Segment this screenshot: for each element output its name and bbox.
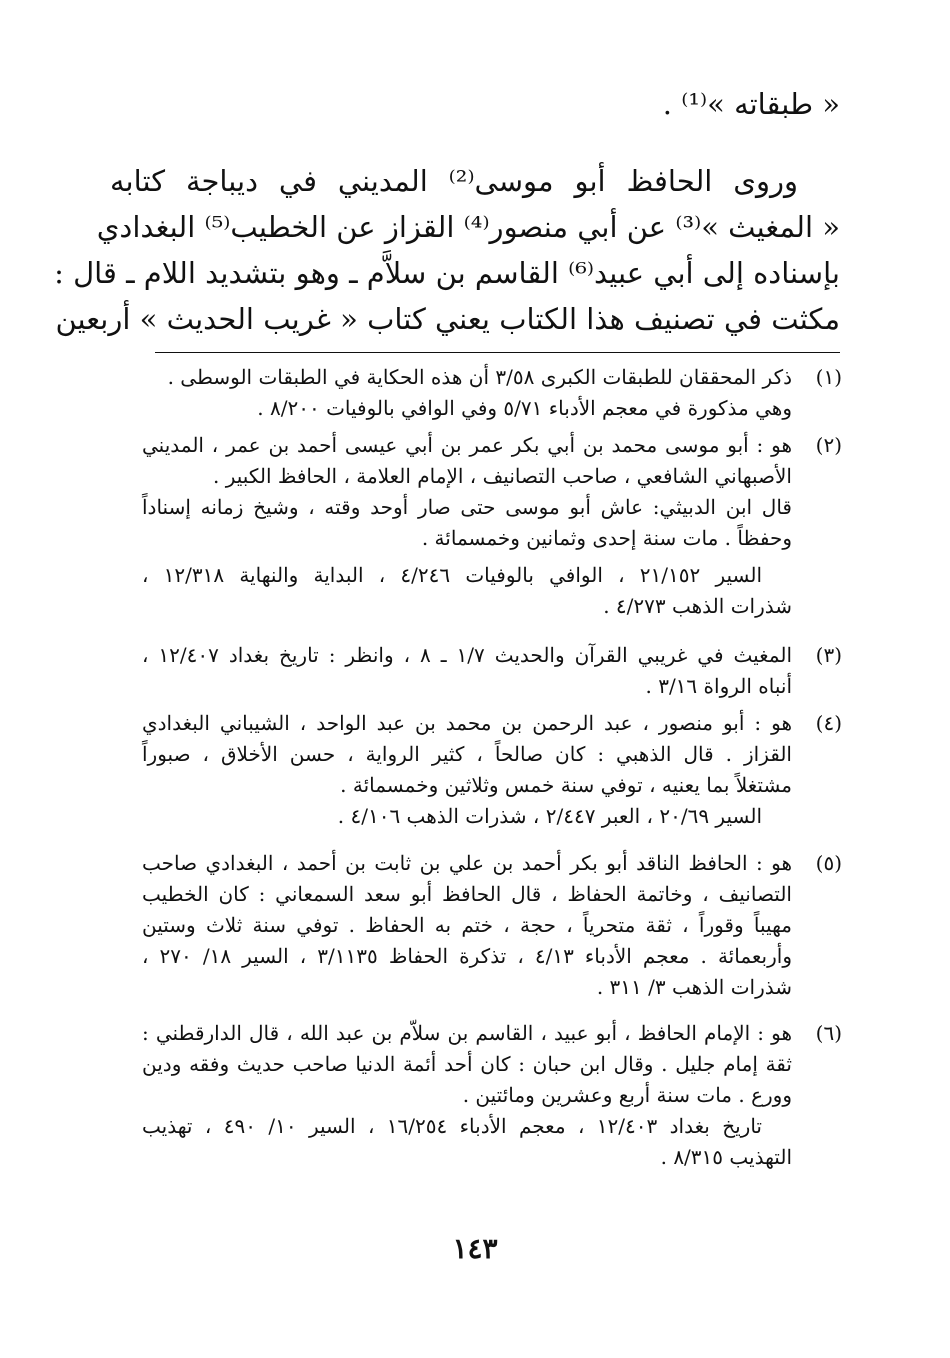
footnote-number: (٦) bbox=[815, 1021, 842, 1045]
footnote-number: (٤) bbox=[815, 711, 842, 735]
footnote-3 bbox=[142, 640, 842, 702]
footnote-line: هو : أبو موسى محمد بن أبي بكر عمر بن أبي عيسى أحمد بن عمر ، المديني bbox=[142, 433, 792, 457]
footnote-5 bbox=[142, 848, 842, 1003]
footnote-line: تاريخ بغداد ١٢/٤٠٣ ، معجم الأدباء ١٦/٢٥٤ ، السير ١٠/ ٤٩٠ ، تهذيب bbox=[142, 1114, 763, 1138]
main-text-line: بإسناده إلى أبي عبيد⁽⁶⁾ القاسم بن سلاَّم ـ وهو بتشديد اللام ـ قال : bbox=[54, 256, 840, 290]
footnote-line: الأصبهاني الشافعي ، صاحب التصانيف ، الإمام العلامة ، الحافظ الكبير . bbox=[213, 464, 792, 488]
footnote-line: القزاز . قال الذهبي : كان صالحاً ، كثير الرواية ، حسن الأخلاق ، صبوراً bbox=[142, 742, 792, 766]
footnote-1 bbox=[142, 362, 842, 424]
page-number: ١٤٣ bbox=[452, 1232, 498, 1265]
footnote-line: وحفظاً . مات سنة إحدى وثمانين وخمسمائة . bbox=[421, 526, 792, 550]
footnote-line: ذكر المحققان للطبقات الكبرى ٣/٥٨ أن هذه الحكاية في الطبقات الوسطى . bbox=[167, 365, 792, 389]
footnote-2 bbox=[142, 430, 842, 622]
footnote-6 bbox=[142, 1018, 842, 1173]
footnote-line: وأربعمائة . معجم الأدباء ٤/١٣ ، تذكرة الحفاظ ٣/١١٣٥ ، السير ١٨/ ٢٧٠ ، bbox=[142, 944, 792, 968]
footnote-line: السير ٢١/١٥٢ ، الوافي بالوفيات ٤/٢٤٦ ، البداية والنهاية ١٢/٣١٨ ، bbox=[142, 563, 763, 587]
footnote-line: هو : الحافظ الناقد أبو بكر أحمد بن علي بن ثابت بن أحمد ، البغدادي صاحب bbox=[142, 851, 792, 875]
footnote-line: شذرات الذهب ٣/ ٣١١ . bbox=[596, 975, 792, 999]
footnote-line: شذرات الذهب ٤/٢٧٣ . bbox=[603, 594, 792, 618]
footnote-line: ثقة إمام جليل . وقال ابن حبان : كان أحد أئمة الدنيا صاحب حديث وفقه ودين bbox=[142, 1052, 792, 1076]
footnote-line: مهيباً وقوراً ، ثقة متحرياً ، حجة ، ختم به الحفاظ . توفي سنة ثلاث وستين bbox=[142, 913, 792, 937]
main-text-line: « المغيث »⁽³⁾ عن أبي منصور⁽⁴⁾ القزاز عن الخطيب⁽⁵⁾ البغدادي bbox=[96, 210, 840, 244]
footnote-number: (٣) bbox=[815, 643, 842, 667]
footnote-line: المغيث في غريبي القرآن والحديث ١/٧ ـ ٨ ، وانظر : تاريخ بغداد ١٢/٤٠٧ ، bbox=[142, 643, 793, 667]
main-text-line: وروى الحافظ أبو موسى⁽²⁾ المديني في ديباجة كتابه bbox=[110, 164, 798, 198]
footnote-number: (١) bbox=[815, 365, 842, 389]
footnote-number: (٥) bbox=[815, 851, 842, 875]
footnote-line: أنباه الرواة ٣/١٦ . bbox=[645, 674, 792, 698]
footnote-line: هو : الإمام الحافظ ، أبو عبيد ، القاسم بن سلاّم بن عبد الله ، قال الدارقطني : bbox=[142, 1021, 792, 1045]
footnote-number: (٢) bbox=[815, 433, 842, 457]
footnote-line: وورع . مات سنة أربع وعشرين ومائتين . bbox=[462, 1083, 792, 1107]
footnote-line: هو : أبو منصور ، عبد الرحمن بن محمد بن عبد الواحد ، الشيباني البغدادي bbox=[142, 711, 792, 735]
footnote-line: مشتغلاً بما يعنيه ، توفي سنة خمس وثلاثين وخمسمائة . bbox=[340, 773, 792, 797]
main-text-line: « طبقاته »⁽¹⁾ . bbox=[662, 87, 840, 121]
footnote-line: قال ابن الدبيثي: عاش أبو موسى حتى صار أوحد وقته ، وشيخ زمانه إسناداً bbox=[142, 495, 792, 519]
footnote-line: التصانيف ، وخاتمة الحفاظ ، قال الحافظ أبو سعد السمعاني : كان الخطيب bbox=[142, 882, 792, 906]
footnote-line: السير ٢٠/٦٩ ، العبر ٢/٤٤٧ ، شذرات الذهب ٤/١٠٦ . bbox=[337, 804, 762, 828]
footnote-4 bbox=[142, 708, 842, 832]
main-text-line: مكثت في تصنيف هذا الكتاب يعني كتاب « غريب الحديث » أربعين bbox=[55, 302, 840, 336]
footnote-line: وهي مذكورة في معجم الأدباء ٥/٧١ وفي الوافي بالوفيات ٨/٢٠٠ . bbox=[257, 396, 792, 420]
footnote-line: التهذيب ٨/٣١٥ . bbox=[660, 1145, 792, 1169]
footnote-separator bbox=[155, 352, 840, 353]
